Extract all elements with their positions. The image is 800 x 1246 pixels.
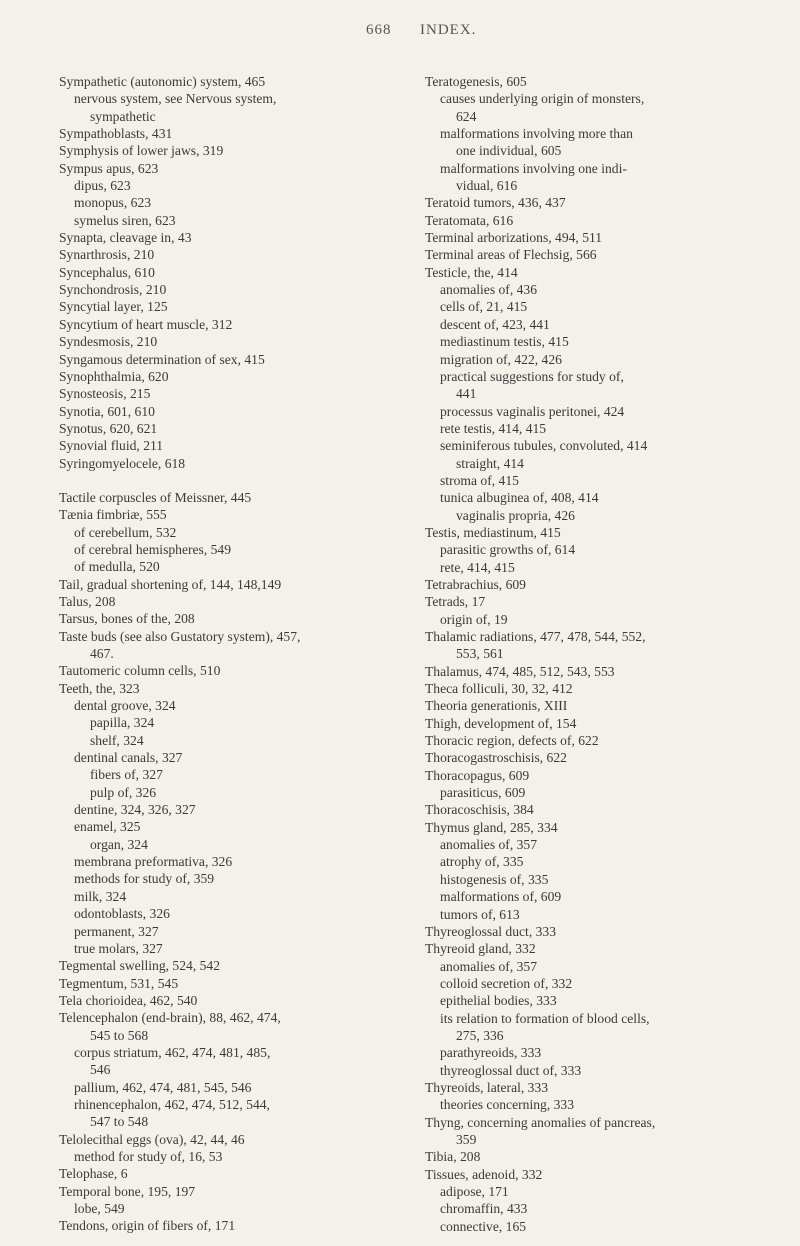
index-entry: Sympathetic (autonomic) system, 465: [59, 74, 266, 89]
index-entry: Thigh, development of, 154: [425, 715, 577, 731]
index-subentry: sympathetic: [90, 108, 156, 124]
index-entry: Synotia, 601, 610: [59, 403, 155, 419]
index-subentry: anomalies of, 357: [440, 837, 538, 853]
index-subentry: atrophy of, 335: [440, 854, 524, 870]
index-subentry: enamel, 325: [74, 819, 141, 835]
index-subentry: origin of, 19: [440, 611, 508, 627]
index-subentry: theories concerning, 333: [440, 1097, 575, 1113]
index-subentry: papilla, 324: [90, 715, 155, 731]
index-entry: Tissues, adenoid, 332: [425, 1166, 543, 1182]
index-subentry: 441: [456, 386, 477, 402]
index-subentry: straight, 414: [456, 455, 524, 471]
index-subentry: 553, 561: [456, 646, 504, 662]
index-entry: Testis, mediastinum, 415: [425, 524, 561, 540]
index-subentry: 275, 336: [456, 1027, 504, 1043]
index-subentry: anomalies of, 436: [440, 282, 538, 298]
index-subentry: true molars, 327: [74, 940, 163, 956]
index-subentry: dentine, 324, 326, 327: [74, 802, 196, 818]
index-subentry: stroma of, 415: [440, 472, 519, 488]
index-subentry: anomalies of, 357: [440, 958, 538, 974]
index-subentry: vaginalis propria, 426: [456, 507, 575, 523]
index-subentry: mediastinum testis, 415: [440, 334, 569, 350]
index-entry: Terminal arborizations, 494, 511: [425, 230, 603, 246]
index-entry: Syringomyelocele, 618: [59, 455, 186, 471]
index-entry: Telophase, 6: [59, 1166, 128, 1182]
index-subentry: parasitic growths of, 614: [440, 542, 576, 558]
index-subentry: symelus siren, 623: [74, 212, 176, 228]
index-subentry: colloid secretion of, 332: [440, 975, 573, 991]
section-gap: [59, 472, 404, 489]
index-entry: Thoracoschisis, 384: [425, 802, 534, 818]
index-entry: Syndesmosis, 210: [59, 334, 158, 350]
index-subentry: practical suggestions for study of,: [440, 368, 624, 384]
index-entry: Terminal areas of Flechsig, 566: [425, 247, 597, 263]
index-entry: Thoracogastroschisis, 622: [425, 750, 567, 766]
index-subentry: its relation to formation of blood cells,: [440, 1010, 650, 1026]
index-subentry: parasiticus, 609: [440, 785, 526, 801]
index-entry: Teeth, the, 323: [59, 680, 140, 696]
index-entry: Talus, 208: [59, 593, 116, 609]
index-subentry: pulp of, 326: [90, 784, 157, 800]
index-entry: Teratoid tumors, 436, 437: [425, 195, 566, 211]
index-subentry: causes underlying origin of monsters,: [440, 91, 645, 107]
index-subentry: malformations of, 609: [440, 889, 562, 905]
index-subentry: odontoblasts, 326: [74, 906, 170, 922]
index-entry: Synapta, cleavage in, 43: [59, 230, 192, 246]
index-entry: Synarthrosis, 210: [59, 247, 155, 263]
index-entry: Thoracopagus, 609: [425, 767, 530, 783]
index-entry: Tetrads, 17: [425, 594, 486, 610]
index-subentry: organ, 324: [90, 836, 148, 852]
index-entry: Sympathoblasts, 431: [59, 126, 173, 142]
index-subentry: milk, 324: [74, 888, 127, 904]
index-entry: Syncytial layer, 125: [59, 299, 168, 315]
index-entry: Syncytium of heart muscle, 312: [59, 316, 233, 332]
index-subentry: 547 to 548: [90, 1114, 149, 1130]
index-subentry: methods for study of, 359: [74, 871, 215, 887]
index-subentry: rete testis, 414, 415: [440, 420, 547, 436]
index-subentry: rete, 414, 415: [440, 559, 515, 575]
index-entry: Synotus, 620, 621: [59, 420, 158, 436]
index-entry: Synovial fluid, 211: [59, 438, 164, 454]
index-entry: Tail, gradual shortening of, 144, 148,149: [59, 576, 282, 592]
index-entry: Teratomata, 616: [425, 212, 514, 228]
index-subentry: tunica albuginea of, 408, 414: [440, 490, 599, 506]
index-entry: Thyreoglossal duct, 333: [425, 923, 557, 939]
page-title: INDEX.: [420, 22, 477, 38]
index-entry: Sympus apus, 623: [59, 160, 159, 176]
index-entry: Synchondrosis, 210: [59, 282, 167, 298]
index-subentry: seminiferous tubules, convoluted, 414: [440, 438, 648, 454]
index-entry: Thalamic radiations, 477, 478, 544, 552,: [425, 629, 646, 644]
index-entry: Tegmental swelling, 524, 542: [59, 958, 221, 974]
index-subentry: parathyreoids, 333: [440, 1045, 542, 1061]
index-subentry: malformations involving one indi-: [440, 160, 627, 176]
index-entry: Thoracic region, defects of, 622: [425, 733, 599, 749]
index-subentry: histogenesis of, 335: [440, 871, 549, 887]
index-column-right: [425, 73, 772, 1235]
index-entry: Teratogenesis, 605: [425, 74, 527, 89]
index-subentry: of cerebral hemispheres, 549: [74, 541, 232, 557]
index-entry: Thalamus, 474, 485, 512, 543, 553: [425, 663, 615, 679]
index-entry: Thyng, concerning anomalies of pancreas,: [425, 1114, 656, 1130]
index-subentry: 624: [456, 108, 477, 124]
index-entry: Theoria generationis, XIII: [425, 698, 568, 714]
index-entry: Syngamous determination of sex, 415: [59, 351, 265, 367]
index-subentry: fibers of, 327: [90, 767, 163, 783]
index-subentry: malformations involving more than: [440, 126, 633, 142]
index-entry: Thyreoids, lateral, 333: [425, 1079, 549, 1095]
index-subentry: vidual, 616: [456, 178, 518, 194]
index-subentry: nervous system, see Nervous system,: [74, 91, 277, 107]
index-subentry: cells of, 21, 415: [440, 299, 528, 315]
index-entry: Tarsus, bones of the, 208: [59, 611, 195, 627]
index-subentry: epithelial bodies, 333: [440, 993, 557, 1009]
index-entry: Telolecithal eggs (ova), 42, 44, 46: [59, 1131, 245, 1147]
index-subentry: shelf, 324: [90, 732, 144, 748]
index-entry: Testicle, the, 414: [425, 264, 518, 280]
index-subentry: lobe, 549: [74, 1201, 125, 1216]
index-subentry: one individual, 605: [456, 143, 562, 159]
index-subentry: tumors of, 613: [440, 906, 520, 922]
index-entry: Tela chorioidea, 462, 540: [59, 992, 198, 1008]
index-entry: Tendons, origin of fibers of, 171: [59, 1218, 236, 1234]
index-entry: Tautomeric column cells, 510: [59, 663, 221, 679]
index-subentry: corpus striatum, 462, 474, 481, 485,: [74, 1044, 271, 1060]
index-subentry: descent of, 423, 441: [440, 316, 550, 332]
index-subentry: migration of, 422, 426: [440, 351, 562, 367]
index-entry: Tegmentum, 531, 545: [59, 975, 179, 991]
index-subentry: processus vaginalis peritonei, 424: [440, 403, 625, 419]
index-subentry: of cerebellum, 532: [74, 524, 177, 540]
index-subentry: connective, 165: [440, 1218, 527, 1234]
index-entry: Thyreoid gland, 332: [425, 941, 536, 957]
index-subentry: chromaffin, 433: [440, 1201, 528, 1217]
index-entry: Tibia, 208: [425, 1149, 481, 1165]
index-column-left: [59, 73, 404, 1235]
index-subentry: 359: [456, 1131, 477, 1147]
page-number: 668: [366, 22, 392, 38]
page-header: [0, 22, 800, 42]
index-entry: Synophthalmia, 620: [59, 368, 169, 384]
index-entry: Tactile corpuscles of Meissner, 445: [59, 489, 252, 505]
index-entry: Symphysis of lower jaws, 319: [59, 143, 224, 159]
index-subentry: thyreoglossal duct of, 333: [440, 1062, 582, 1078]
index-entry: Thymus gland, 285, 334: [425, 819, 558, 835]
index-subentry: monopus, 623: [74, 195, 152, 211]
index-entry: Synosteosis, 215: [59, 386, 151, 402]
index-subentry: method for study of, 16, 53: [74, 1148, 223, 1164]
index-subentry: membrana preformativa, 326: [74, 854, 233, 870]
index-subentry: rhinencephalon, 462, 474, 512, 544,: [74, 1096, 270, 1112]
index-entry: Tænia fimbriæ, 555: [59, 507, 167, 523]
index-subentry: of medulla, 520: [74, 559, 160, 575]
index-subentry: permanent, 327: [74, 923, 159, 939]
index-subentry: 546: [90, 1062, 111, 1078]
index-entry: Tetrabrachius, 609: [425, 576, 526, 592]
index-subentry: 545 to 568: [90, 1027, 149, 1043]
index-entry: Telencephalon (end-brain), 88, 462, 474,: [59, 1010, 281, 1026]
index-subentry: dental groove, 324: [74, 698, 176, 714]
index-subentry: adipose, 171: [440, 1184, 509, 1199]
index-entry: Taste buds (see also Gustatory system), 457,: [59, 628, 301, 644]
index-subentry: pallium, 462, 474, 481, 545, 546: [74, 1079, 252, 1095]
index-entry: Temporal bone, 195, 197: [59, 1183, 196, 1199]
index-subentry: dentinal canals, 327: [74, 750, 183, 766]
index-entry: Theca folliculi, 30, 32, 412: [425, 681, 573, 697]
index-subentry: dipus, 623: [74, 178, 131, 194]
index-subentry: 467.: [90, 646, 114, 661]
index-entry: Syncephalus, 610: [59, 264, 155, 280]
